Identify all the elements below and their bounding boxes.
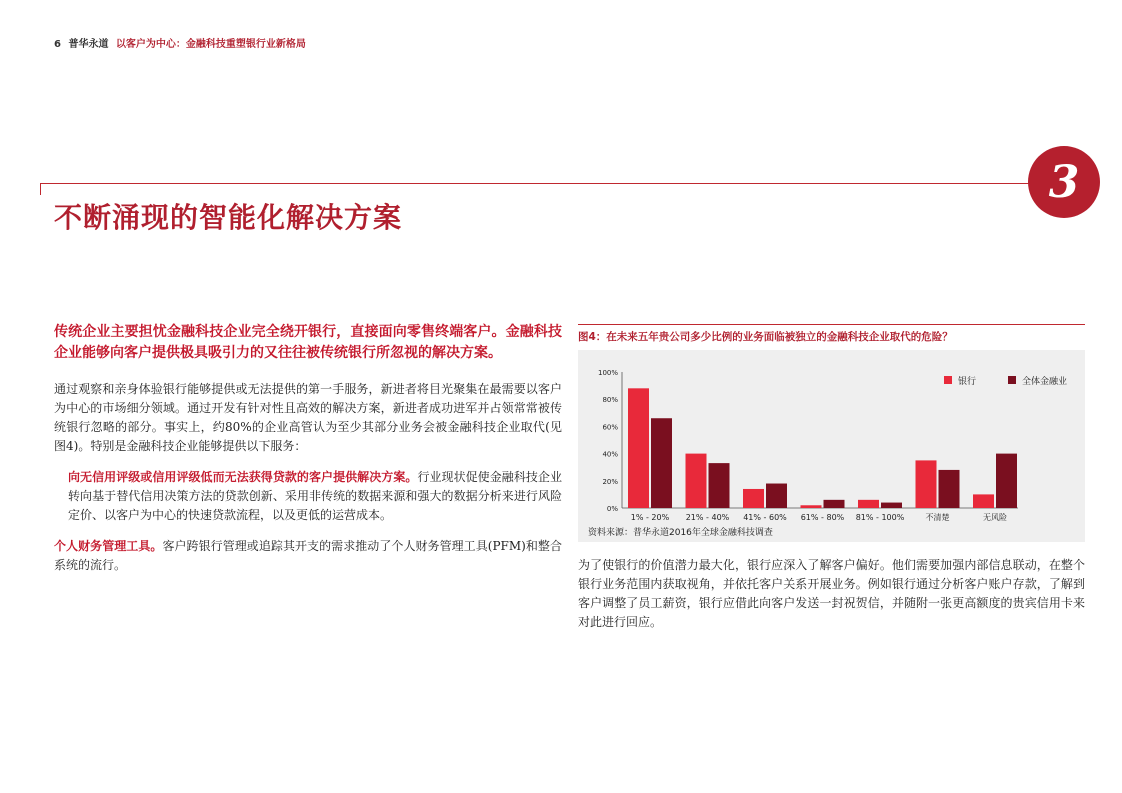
- header-org: 普华永道: [68, 39, 109, 50]
- bar: [881, 503, 902, 508]
- section-rule-tick: [40, 183, 41, 195]
- bar: [709, 463, 730, 508]
- bar: [916, 460, 937, 508]
- x-tick-label: 61% - 80%: [800, 513, 845, 522]
- y-tick-label: 100%: [597, 369, 618, 377]
- chart-panel: [578, 350, 1085, 542]
- bar: [801, 505, 822, 508]
- bullet-text: 客户跨银行管理或追踪其开支的需求推动了个人财务管理工具(PFM)和整合系统的流行。: [54, 539, 562, 572]
- bullet-item-pfm: [54, 537, 562, 575]
- bullet-highlight: 向无信用评级或信用评级低而无法获得贷款的客户提供解决方案。: [68, 470, 418, 484]
- x-tick-label: 不清楚: [925, 513, 950, 522]
- bullet-item-credit: [68, 468, 562, 525]
- bar: [766, 484, 787, 508]
- bar: [824, 500, 845, 508]
- bullet-text: 行业现状促使金融科技企业转向基于替代信用决策方法的贷款创新、采用非传统的数据来源和强大的数据分析来进行风险定价、以客户为中心的快速贷款流程，以及更低的运营成本。: [68, 470, 562, 522]
- header-doc-title: 以客户为中心：金融科技重塑银行业新格局: [115, 39, 306, 50]
- body-paragraph: 通过观察和亲身体验银行能够提供或无法提供的第一手服务，新进者将目光聚集在最需要以客户为中心的市场细分领域。通过开发有针对性且高效的解决方案，新进者成功进军并占领常常被传统银行忽略的部分。事实上，约80%的企业高管认为至少其部分业务会被金融科技企业取代(见图4)。特别是金融科技企业能够提供以下服务：: [54, 382, 562, 453]
- left-column: [54, 322, 562, 587]
- y-tick-label: 40%: [602, 450, 618, 459]
- x-tick-label: 81% - 100%: [855, 513, 905, 522]
- legend-label: 银行: [958, 377, 977, 387]
- figure-caption: 图4：在未来五年贵公司多少比例的业务面临被独立的金融科技企业取代的危险？: [578, 331, 953, 343]
- legend-swatch: [1008, 376, 1016, 384]
- bar: [973, 494, 994, 508]
- bar: [686, 454, 707, 508]
- bar: [858, 500, 879, 508]
- x-tick-label: 1% - 20%: [630, 513, 670, 522]
- bar: [651, 418, 672, 508]
- section-rule: [40, 183, 1040, 184]
- bar-chart: [578, 350, 1085, 542]
- y-tick-label: 80%: [602, 396, 618, 405]
- intro-paragraph: 传统企业主要担忧金融科技企业完全绕开银行，直接面向零售终端客户。金融科技企业能够向客户提供极具吸引力的又往往被传统银行所忽视的解决方案。: [54, 324, 562, 361]
- legend-label: 全体金融业: [1022, 377, 1068, 387]
- y-tick-label: 20%: [602, 477, 618, 486]
- figure-source: 资料来源：普华永道2016年全球金融科技调查: [588, 528, 773, 538]
- figure-4: [578, 324, 1085, 542]
- x-tick-label: 21% - 40%: [685, 513, 730, 522]
- x-tick-label: 41% - 60%: [743, 513, 787, 522]
- section-title: 不断涌现的智能化解决方案: [54, 201, 403, 234]
- page-number: 6: [54, 39, 61, 50]
- right-paragraph: 为了使银行的价值潜力最大化，银行应深入了解客户偏好。他们需要加强内部信息联动，在整个银行业务范围内获取视角，并依托客户关系开展业务。例如银行通过分析客户账户存款，了解到客户调整了员工薪资，银行应借此向客户发送一封祝贺信，并随附一张更高额度的贵宾信用卡来对此进行回应。: [578, 558, 1085, 629]
- legend-swatch: [944, 376, 952, 384]
- bar: [996, 454, 1017, 508]
- bar: [939, 470, 960, 508]
- x-tick-label: 无风险: [983, 513, 1007, 522]
- bar: [628, 388, 649, 508]
- page-header: [54, 35, 306, 50]
- chapter-number-badge: 3: [1028, 146, 1100, 218]
- y-tick-label: 60%: [602, 423, 618, 432]
- bullet-highlight: 个人财务管理工具。: [54, 539, 163, 553]
- y-tick-label: 0%: [606, 505, 618, 513]
- bar: [743, 489, 764, 508]
